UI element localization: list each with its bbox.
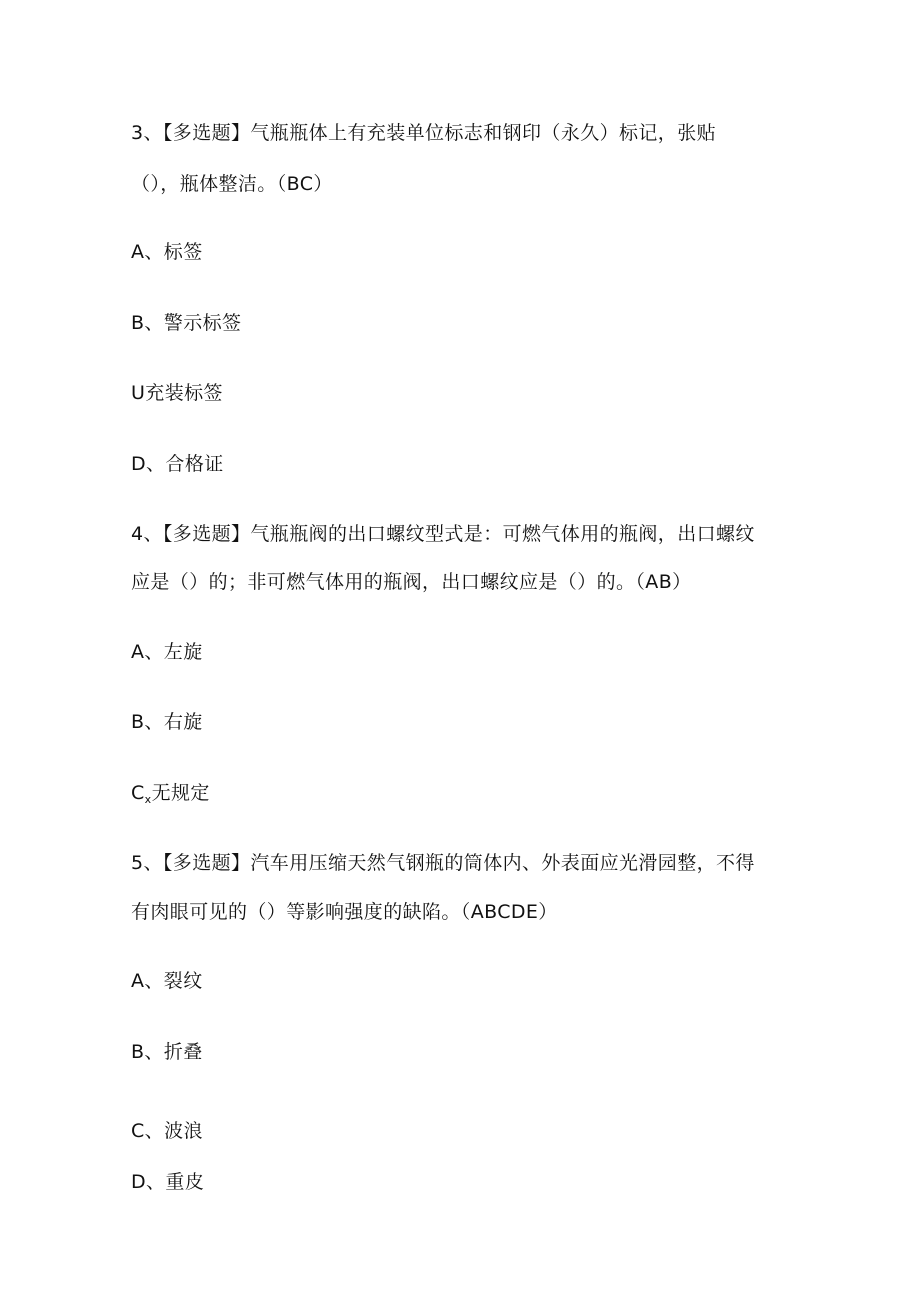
question-5-text-line-1: 5、【多选题】汽车用压缩天然气钢瓶的筒体内、外表面应光滑园整，不得 xyxy=(131,852,755,874)
question-4-option-c xyxy=(131,781,210,812)
option-letter-subscript: x xyxy=(144,793,152,806)
question-5-option-d: D、重皮 xyxy=(131,1171,205,1193)
question-4-option-a: A、左旋 xyxy=(131,641,203,663)
question-5-option-b: B、折叠 xyxy=(131,1041,203,1063)
question-3-option-c: U充装标签 xyxy=(131,382,223,404)
option-letter: C xyxy=(131,782,145,804)
question-5-option-c: C、波浪 xyxy=(131,1120,203,1142)
question-4-text-line-1: 4、【多选题】气瓶瓶阀的出口螺纹型式是：可燃气体用的瓶阀，出口螺纹 xyxy=(131,523,755,545)
question-5-option-a: A、裂纹 xyxy=(131,970,203,992)
question-4-option-b: B、右旋 xyxy=(131,711,203,733)
question-3-option-a: A、标签 xyxy=(131,241,203,263)
question-5-text-line-2: 有肉眼可见的（）等影响强度的缺陷。（ABCDE） xyxy=(131,901,558,923)
question-3-text-line-2: （），瓶体整洁。（BC） xyxy=(131,173,333,195)
option-label: 无规定 xyxy=(151,782,210,804)
question-3-option-d: D、合格证 xyxy=(131,453,224,475)
question-4-text-line-2: 应是（）的；非可燃气体用的瓶阀，出口螺纹应是（）的。（AB） xyxy=(131,571,692,593)
question-3-option-b: B、警示标签 xyxy=(131,312,242,334)
question-3-text-line-1: 3、【多选题】气瓶瓶体上有充装单位标志和钢印（永久）标记，张贴 xyxy=(131,122,716,144)
